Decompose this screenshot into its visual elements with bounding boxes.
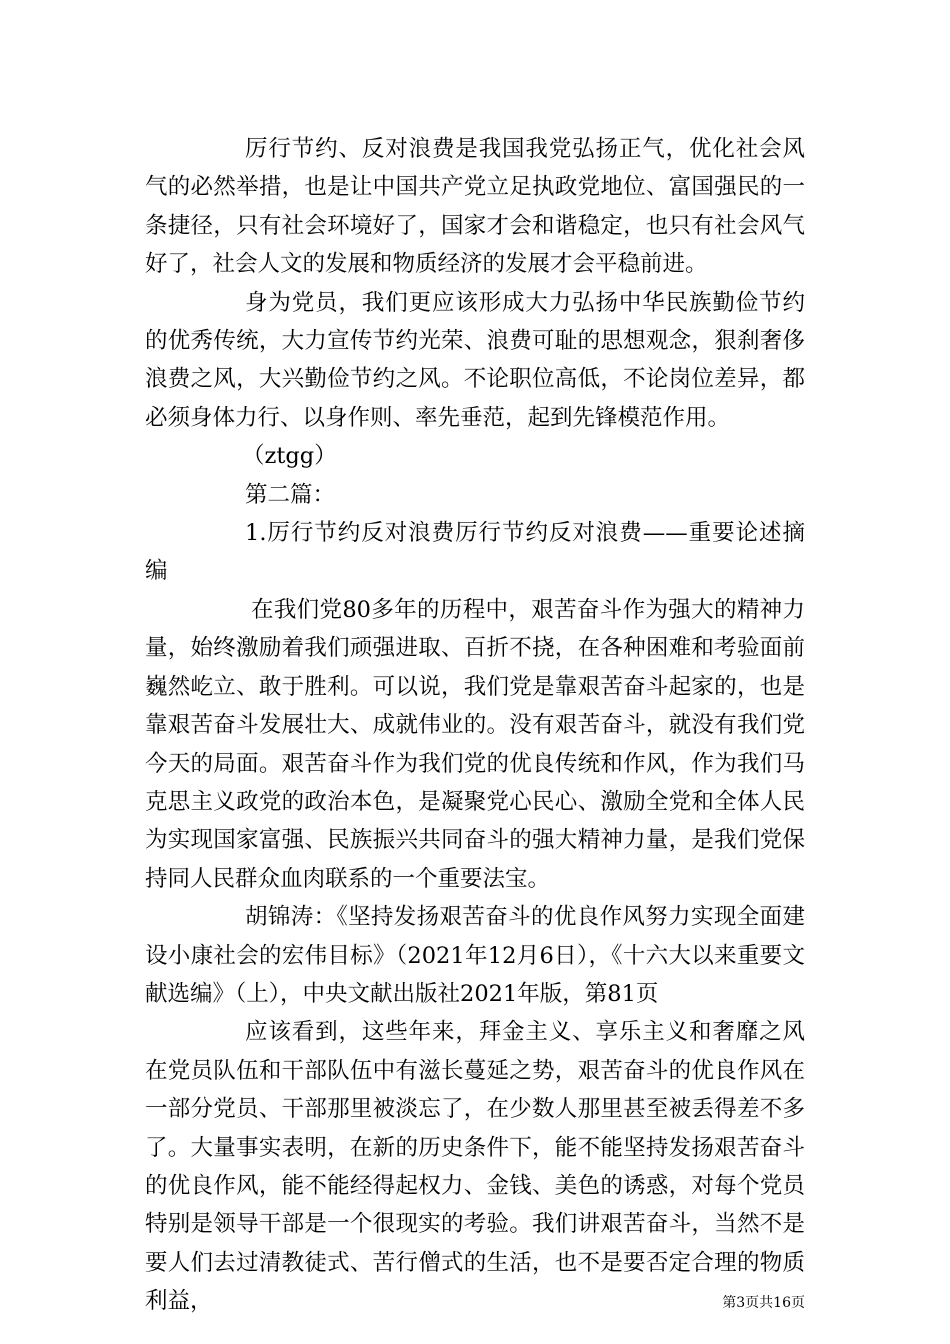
- paragraph-hard-work: 在我们党80多年的历程中，艰苦奋斗作为强大的精神力量，始终激励着我们顽强进取、百折不挠，在各种困难和考验面前巍然屹立、敢于胜利。可以说，我们党是靠艰苦奋斗起家的，也是靠艰苦奋斗发展壮大、成就伟业的。没有艰苦奋斗，就没有我们党今天的局面。艰苦奋斗作为我们党的优良传统和作风，作为我们马克思主义政党的政治本色，是凝聚党心民心、激励全党和全体人民为实现国家富强、民族振兴共同奋斗的强大精神力量，是我们党保持同人民群众血肉联系的一个重要法宝。: [145, 596, 805, 892]
- citation: 胡锦涛：《坚持发扬艰苦奋斗的优良作风努力实现全面建设小康社会的宏伟目标》（2021年12月6日），《十六大以来重要文献选编》（上），中央文献出版社2021年版，第81页: [145, 904, 805, 1007]
- section-heading: 第二篇：: [245, 481, 336, 508]
- paragraph-frugality-intro: 厉行节约、反对浪费是我国我党弘扬正气，优化社会风气的必然举措，也是让中国共产党立足执政党地位、富国强民的一条捷径，只有社会环境好了，国家才会和谐稳定，也只有社会风气好了，社会人文的发展和物质经济的发展才会平稳前进。: [145, 136, 805, 278]
- paragraph-source-tag: （ztgg）: [242, 443, 337, 470]
- paragraph-warning: 应该看到，这些年来，拜金主义、享乐主义和奢靡之风在党员队伍和干部队伍中有滋长蔓延之势，艰苦奋斗的优良作风在一部分党员、干部那里被淡忘了，在少数人那里甚至被丢得差不多了。大量事实表明，在新的历史条件下，能不能坚持发扬艰苦奋斗的优良作风，能不能经得起权力、金钱、美色的诱惑，对每个党员特别是领导干部是一个很现实的考验。我们讲艰苦奋斗，当然不是要人们去过清教徒式、苦行僧式的生活，也不是要否定合理的物质利益，: [145, 1019, 805, 1315]
- section-title: 1.厉行节约反对浪费厉行节约反对浪费——重要论述摘编: [145, 520, 805, 585]
- paragraph-party-member: 身为党员，我们更应该形成大力弘扬中华民族勤俭节约的优秀传统，大力宣传节约光荣、浪费可耻的思想观念，狠刹奢侈浪费之风，大兴勤俭节约之风。不论职位高低，不论岗位差异，都必须身体力行、以身作则、率先垂范，起到先锋模范作用。: [145, 289, 805, 431]
- page-number: 第3页共16页: [722, 1295, 805, 1311]
- document-body: [145, 130, 805, 1321]
